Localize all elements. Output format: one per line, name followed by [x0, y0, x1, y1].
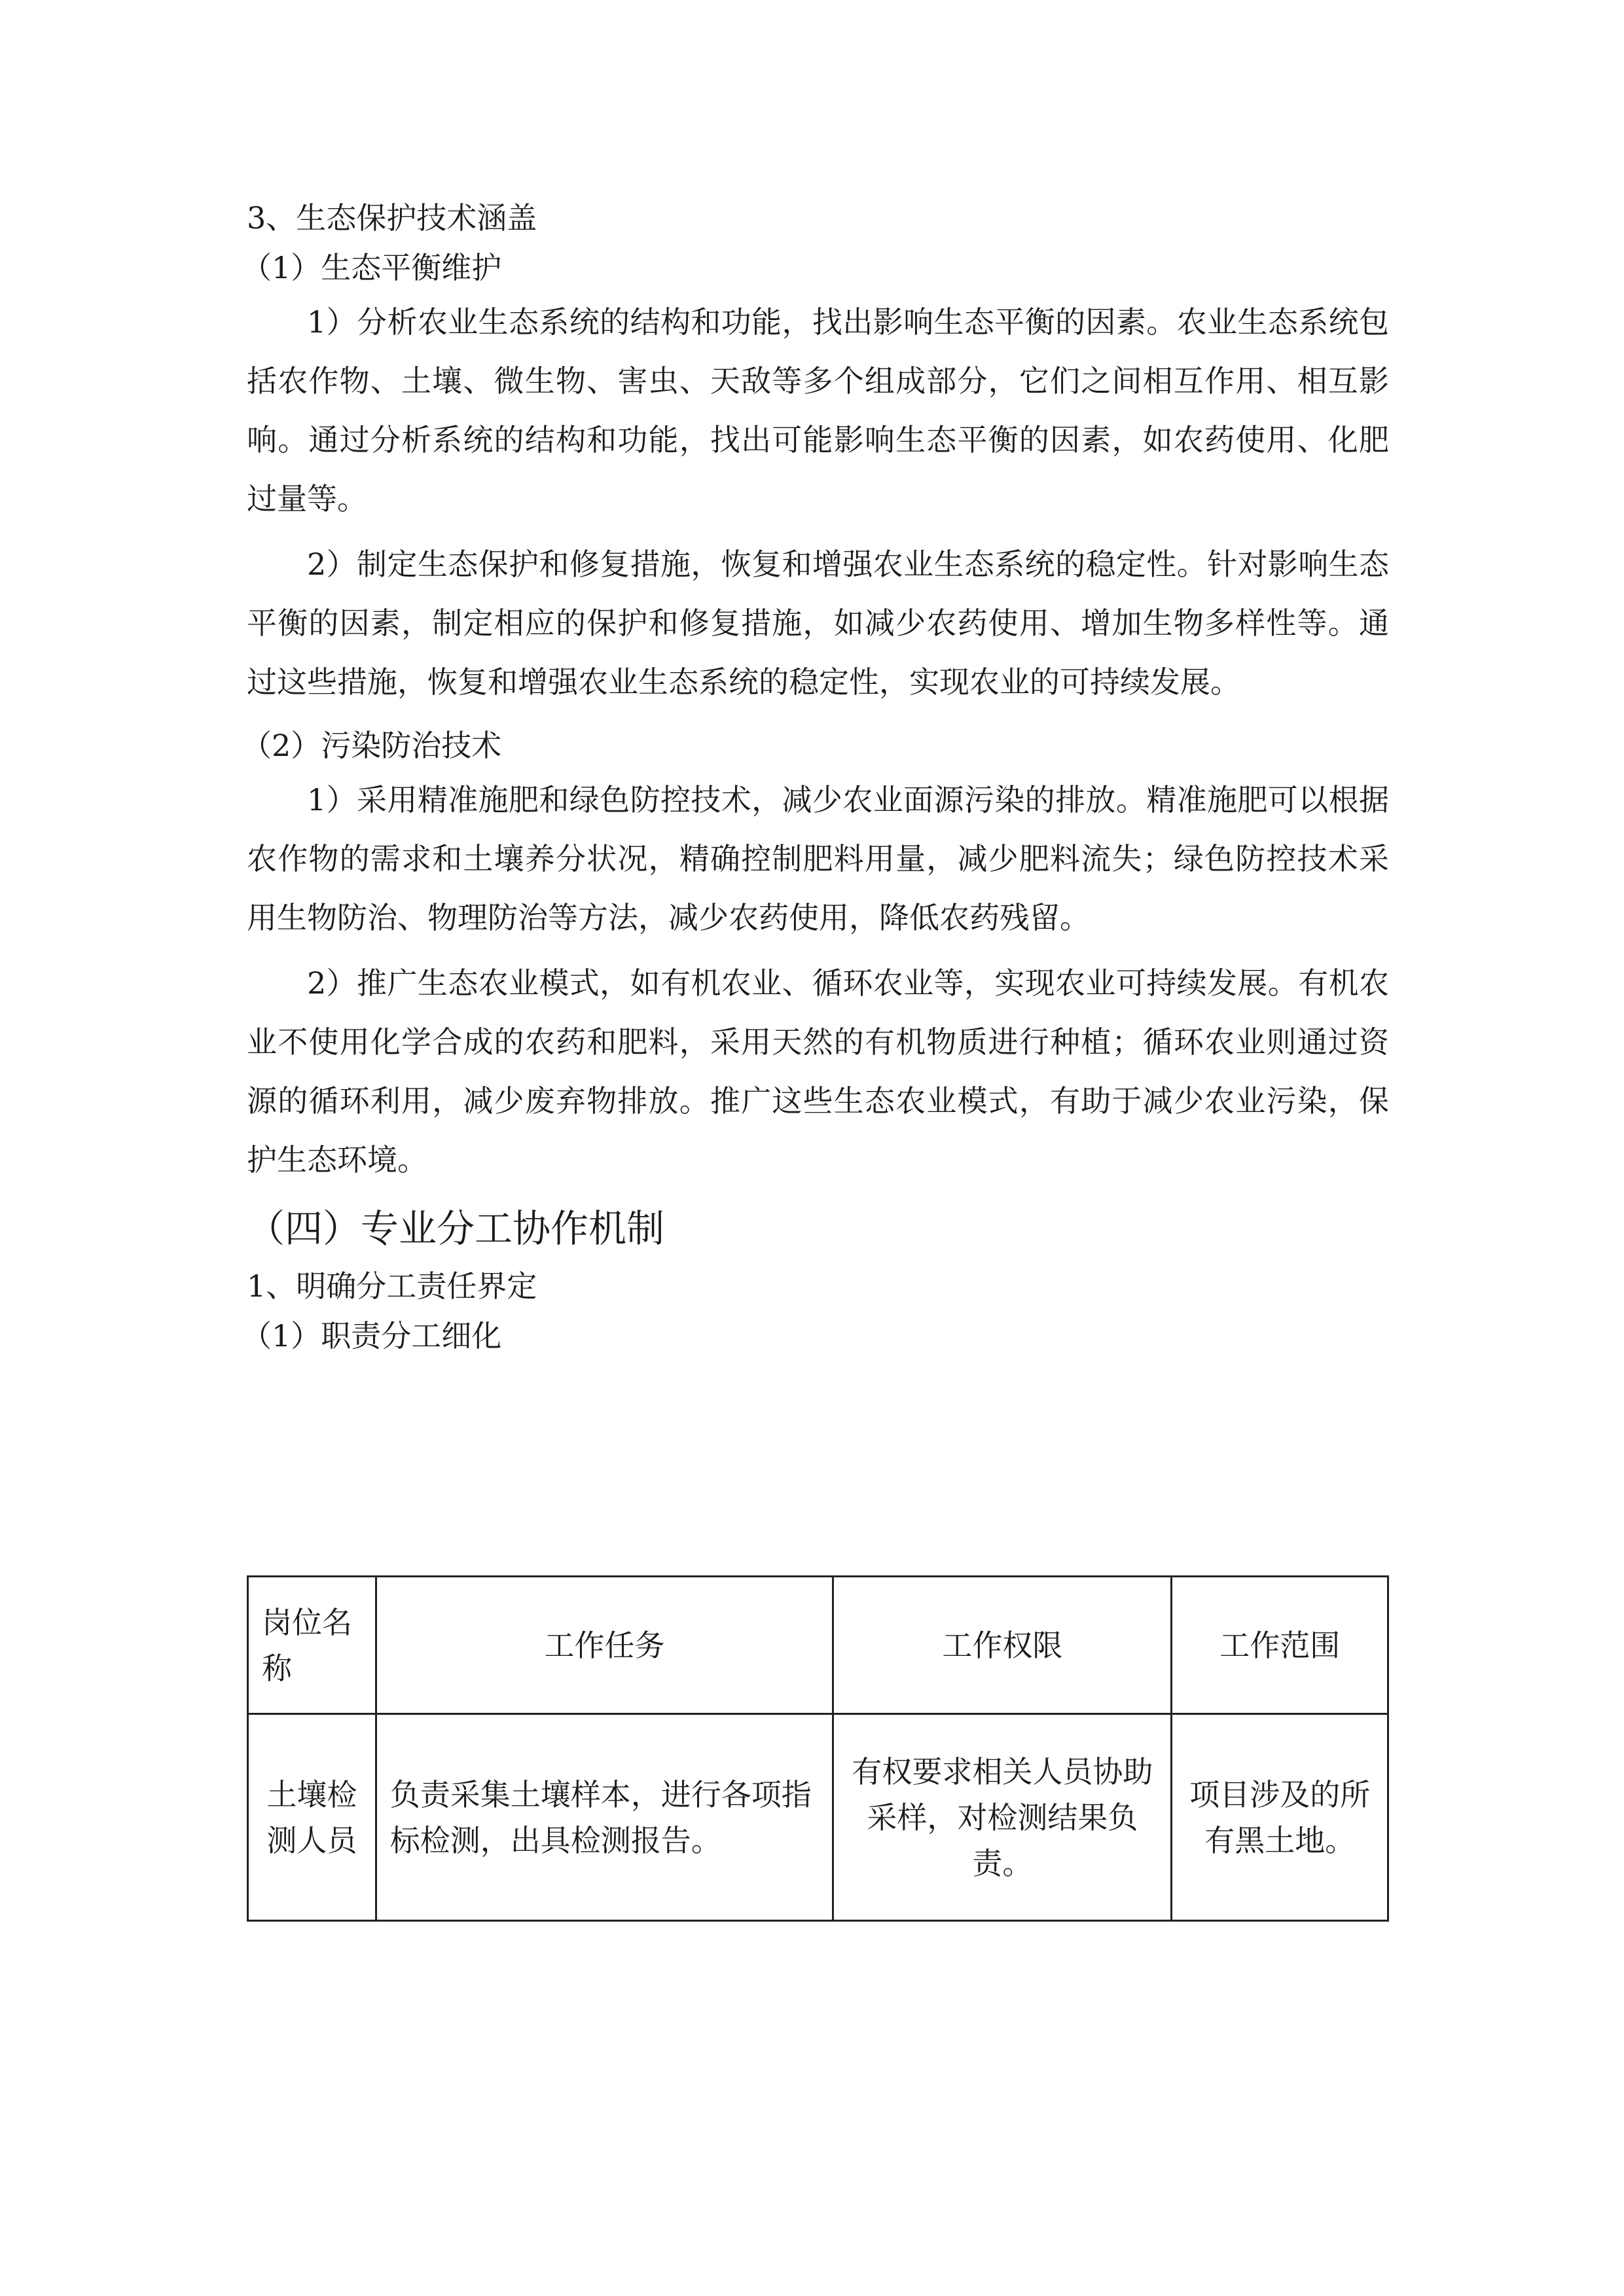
table-row	[248, 1714, 1388, 1921]
table-header-row	[248, 1577, 1388, 1714]
header-authority: 工作权限	[833, 1577, 1172, 1714]
cell-position: 土壤检测人员	[248, 1714, 376, 1921]
header-position: 岗位名称	[248, 1577, 376, 1714]
cell-scope: 项目涉及的所有黑土地。	[1172, 1714, 1388, 1921]
paragraph-balance-1: 1）分析农业生态系统的结构和功能，找出影响生态平衡的因素。农业生态系统包括农作物、土壤、微生物、害虫、天敌等多个组成部分，它们之间相互作用、相互影响。通过分析系统的结构和功能，找出可能影响生态平衡的因素，如农药使用、化肥过量等。	[247, 304, 1389, 516]
subsection-duty-detail-title: （1）职责分工细化	[242, 1318, 502, 1354]
duty-table	[247, 1575, 1389, 1922]
cell-authority: 有权要求相关人员协助采样，对检测结果负责。	[833, 1714, 1172, 1921]
subsection-ecological-balance-title: （1）生态平衡维护	[242, 250, 502, 285]
section-4-heading: （四）专业分工协作机制	[247, 1206, 665, 1251]
document-body	[242, 193, 1389, 1361]
section-4-1-title: 1、明确分工责任界定	[247, 1268, 537, 1304]
paragraph-balance-2: 2）制定生态保护和修复措施，恢复和增强农业生态系统的稳定性。针对影响生态平衡的因素，制定相应的保护和修复措施，如减少农药使用、增加生物多样性等。通过这些措施，恢复和增强农业生态系统的稳定性，实现农业的可持续发展。	[247, 547, 1389, 700]
header-task: 工作任务	[376, 1577, 833, 1714]
paragraph-pollution-2: 2）推广生态农业模式，如有机农业、循环农业等，实现农业可持续发展。有机农业不使用化学合成的农药和肥料，采用天然的有机物质进行种植；循环农业则通过资源的循环利用，减少废弃物排放。推广这些生态农业模式，有助于减少农业污染，保护生态环境。	[247, 965, 1389, 1177]
cell-task: 负责采集土壤样本，进行各项指标检测，出具检测报告。	[376, 1714, 833, 1921]
paragraph-pollution-1: 1）采用精准施肥和绿色防控技术，减少农业面源污染的排放。精准施肥可以根据农作物的需求和土壤养分状况，精确控制肥料用量，减少肥料流失；绿色防控技术采用生物防治、物理防治等方法，减少农药使用，降低农药残留。	[247, 782, 1389, 935]
subsection-pollution-control-title: （2）污染防治技术	[242, 728, 502, 763]
header-scope: 工作范围	[1172, 1577, 1388, 1714]
section-3-title: 3、生态保护技术涵盖	[247, 200, 537, 236]
